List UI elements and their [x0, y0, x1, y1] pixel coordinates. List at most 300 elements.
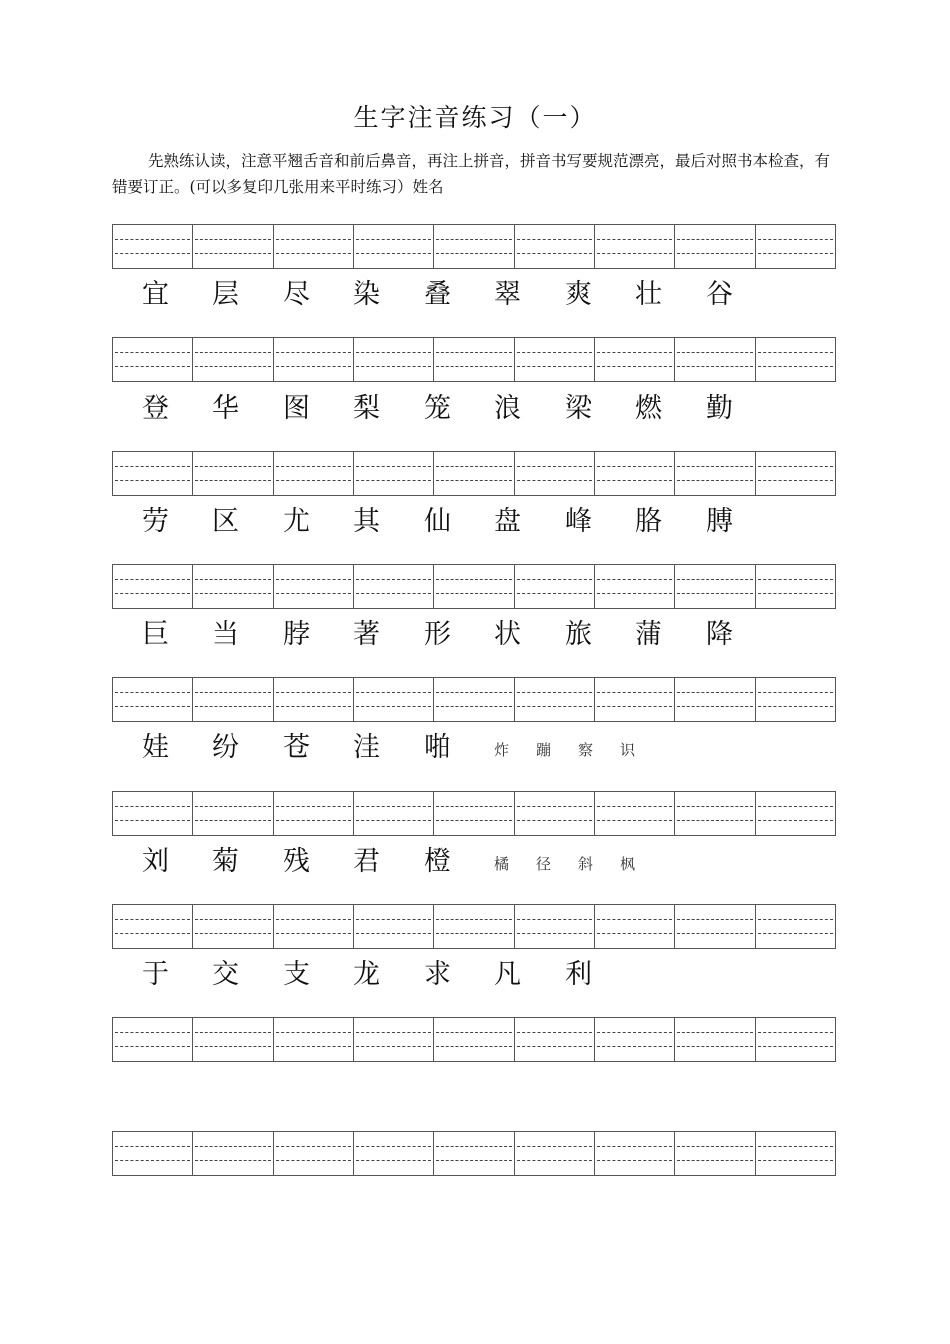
pinyin-cell[interactable] [354, 452, 434, 495]
pinyin-cell[interactable] [756, 905, 835, 948]
guide-line [356, 1046, 431, 1047]
guide-line [276, 480, 351, 481]
character: 苍 [283, 732, 310, 763]
guide-line [758, 239, 833, 240]
guide-line [758, 480, 833, 481]
character: 劳 [142, 506, 169, 537]
character: 盘 [494, 506, 521, 537]
guide-line [356, 253, 431, 254]
pinyin-grid-9 [112, 1131, 836, 1176]
pinyin-cell[interactable] [274, 338, 354, 381]
pinyin-cell[interactable] [675, 338, 755, 381]
pinyin-cell[interactable] [193, 338, 273, 381]
guide-line [436, 352, 511, 353]
pinyin-cell[interactable] [756, 338, 835, 381]
pinyin-cell[interactable] [193, 905, 273, 948]
guide-line [195, 919, 270, 920]
pinyin-cell[interactable] [434, 338, 514, 381]
small-character: 识 [620, 741, 636, 759]
pinyin-cell[interactable] [675, 1018, 755, 1061]
guide-line [677, 919, 752, 920]
guide-line [356, 692, 431, 693]
character: 勤 [706, 393, 733, 424]
guide-line [517, 366, 592, 367]
guide-line [517, 579, 592, 580]
guide-line [597, 933, 672, 934]
pinyin-cell[interactable] [113, 1132, 193, 1175]
guide-line [356, 480, 431, 481]
character: 求 [424, 959, 451, 990]
guide-line [356, 579, 431, 580]
character: 旅 [565, 619, 592, 650]
pinyin-cell[interactable] [354, 1132, 434, 1175]
guide-line [677, 466, 752, 467]
guide-line [195, 806, 270, 807]
guide-line [677, 1032, 752, 1033]
guide-line [195, 253, 270, 254]
guide-line [758, 706, 833, 707]
guide-line [758, 352, 833, 353]
guide-line [195, 1046, 270, 1047]
guide-line [436, 253, 511, 254]
guide-line [115, 1160, 190, 1161]
small-character: 枫 [620, 855, 636, 873]
guide-line [276, 253, 351, 254]
guide-line [517, 919, 592, 920]
pinyin-cell[interactable] [595, 678, 675, 721]
guide-line [195, 933, 270, 934]
guide-line [517, 933, 592, 934]
character: 笼 [424, 393, 451, 424]
guide-line [195, 579, 270, 580]
pinyin-cell[interactable] [595, 225, 675, 268]
guide-line [276, 820, 351, 821]
pinyin-cell[interactable] [113, 565, 193, 608]
pinyin-cell[interactable] [756, 225, 835, 268]
character: 娃 [142, 732, 169, 763]
guide-line [276, 579, 351, 580]
guide-line [276, 919, 351, 920]
pinyin-cell[interactable] [434, 792, 514, 835]
guide-line [677, 253, 752, 254]
guide-line [597, 919, 672, 920]
guide-line [276, 352, 351, 353]
guide-line [517, 1160, 592, 1161]
character: 君 [353, 846, 380, 877]
guide-line [758, 579, 833, 580]
guide-line [758, 366, 833, 367]
character: 叠 [424, 279, 451, 310]
pinyin-cell[interactable] [354, 792, 434, 835]
character: 刘 [142, 846, 169, 877]
pinyin-cell[interactable] [193, 1018, 273, 1061]
instructions: 先熟练认读，注意平翘舌音和前后鼻音，再注上拼音，拼音书写要规范漂亮，最后对照书本检查，有错要订正。(可以多复印几张用来平时练习）姓名 [112, 152, 831, 196]
pinyin-cell[interactable] [515, 1018, 595, 1061]
pinyin-cell[interactable] [113, 338, 193, 381]
guide-line [115, 593, 190, 594]
character: 谷 [706, 279, 733, 310]
guide-line [195, 239, 270, 240]
guide-line [597, 579, 672, 580]
pinyin-cell[interactable] [756, 452, 835, 495]
pinyin-cell[interactable] [193, 792, 273, 835]
guide-line [115, 239, 190, 240]
guide-line [195, 1032, 270, 1033]
small-character: 蹦 [536, 741, 552, 759]
pinyin-cell[interactable] [756, 1132, 835, 1175]
guide-line [597, 1160, 672, 1161]
guide-line [436, 239, 511, 240]
guide-line [597, 706, 672, 707]
guide-line [195, 1146, 270, 1147]
pinyin-cell[interactable] [515, 1132, 595, 1175]
guide-line [115, 366, 190, 367]
character: 降 [706, 619, 733, 650]
guide-line [677, 366, 752, 367]
guide-line [195, 1160, 270, 1161]
pinyin-cell[interactable] [354, 1018, 434, 1061]
pinyin-grid-4 [112, 564, 836, 609]
character: 纷 [212, 732, 239, 763]
character: 蒲 [635, 619, 662, 650]
guide-line [677, 1046, 752, 1047]
character: 仙 [424, 506, 451, 537]
character: 华 [212, 393, 239, 424]
pinyin-cell[interactable] [675, 792, 755, 835]
pinyin-cell[interactable] [675, 1132, 755, 1175]
guide-line [677, 1146, 752, 1147]
guide-line [115, 820, 190, 821]
guide-line [276, 239, 351, 240]
guide-line [276, 366, 351, 367]
character-row-2 [112, 389, 836, 429]
guide-line [677, 579, 752, 580]
pinyin-cell[interactable] [274, 452, 354, 495]
pinyin-cell[interactable] [434, 905, 514, 948]
pinyin-cell[interactable] [113, 678, 193, 721]
character: 区 [212, 506, 239, 537]
guide-line [436, 593, 511, 594]
character: 巨 [142, 619, 169, 650]
guide-line [195, 366, 270, 367]
character: 梁 [565, 393, 592, 424]
pinyin-cell[interactable] [756, 565, 835, 608]
pinyin-cell[interactable] [193, 452, 273, 495]
guide-line [758, 806, 833, 807]
pinyin-grid-5 [112, 677, 836, 722]
pinyin-cell[interactable] [515, 678, 595, 721]
character: 其 [353, 506, 380, 537]
guide-line [758, 593, 833, 594]
pinyin-grid-7 [112, 904, 836, 949]
pinyin-cell[interactable] [595, 1132, 675, 1175]
guide-line [356, 366, 431, 367]
character: 胳 [635, 506, 662, 537]
pinyin-cell[interactable] [675, 678, 755, 721]
guide-line [758, 933, 833, 934]
guide-line [758, 1146, 833, 1147]
pinyin-cell[interactable] [675, 225, 755, 268]
pinyin-cell[interactable] [113, 792, 193, 835]
guide-line [436, 692, 511, 693]
character: 宜 [142, 279, 169, 310]
pinyin-cell[interactable] [354, 225, 434, 268]
small-character: 炸 [494, 741, 510, 759]
guide-line [115, 480, 190, 481]
guide-line [115, 919, 190, 920]
guide-line [517, 466, 592, 467]
guide-line [195, 692, 270, 693]
character: 啪 [424, 732, 451, 763]
pinyin-cell[interactable] [274, 792, 354, 835]
guide-line [356, 806, 431, 807]
guide-line [517, 1032, 592, 1033]
pinyin-cell[interactable] [515, 565, 595, 608]
pinyin-cell[interactable] [675, 452, 755, 495]
pinyin-cell[interactable] [595, 905, 675, 948]
guide-line [677, 352, 752, 353]
guide-line [115, 1046, 190, 1047]
guide-line [276, 706, 351, 707]
pinyin-cell[interactable] [274, 1018, 354, 1061]
character: 壮 [635, 279, 662, 310]
guide-line [436, 466, 511, 467]
character-row-6 [112, 842, 836, 882]
page-title: 生字注音练习（一） [353, 103, 597, 132]
guide-line [436, 480, 511, 481]
guide-line [517, 352, 592, 353]
character: 尤 [283, 506, 310, 537]
guide-line [115, 706, 190, 707]
guide-line [195, 820, 270, 821]
pinyin-cell[interactable] [274, 678, 354, 721]
guide-line [517, 692, 592, 693]
guide-line [597, 1146, 672, 1147]
character: 于 [142, 959, 169, 990]
character: 残 [283, 846, 310, 877]
pinyin-cell[interactable] [354, 678, 434, 721]
guide-line [115, 1146, 190, 1147]
guide-line [597, 820, 672, 821]
guide-line [677, 239, 752, 240]
guide-line [597, 593, 672, 594]
guide-line [517, 253, 592, 254]
guide-line [597, 692, 672, 693]
pinyin-cell[interactable] [515, 225, 595, 268]
guide-line [436, 706, 511, 707]
guide-line [517, 1046, 592, 1047]
pinyin-grid-3 [112, 451, 836, 496]
guide-line [758, 692, 833, 693]
character: 峰 [565, 506, 592, 537]
pinyin-cell[interactable] [595, 338, 675, 381]
guide-line [597, 352, 672, 353]
pinyin-cell[interactable] [595, 792, 675, 835]
character: 翠 [494, 279, 521, 310]
pinyin-cell[interactable] [354, 905, 434, 948]
guide-line [677, 820, 752, 821]
pinyin-cell[interactable] [756, 678, 835, 721]
pinyin-cell[interactable] [515, 905, 595, 948]
guide-line [436, 933, 511, 934]
guide-line [597, 253, 672, 254]
pinyin-cell[interactable] [434, 678, 514, 721]
character: 凡 [494, 959, 521, 990]
pinyin-grid-8 [112, 1017, 836, 1062]
character: 利 [565, 959, 592, 990]
pinyin-cell[interactable] [274, 905, 354, 948]
guide-line [517, 806, 592, 807]
guide-line [436, 1146, 511, 1147]
guide-line [436, 1032, 511, 1033]
pinyin-cell[interactable] [193, 565, 273, 608]
guide-line [356, 352, 431, 353]
pinyin-cell[interactable] [595, 1018, 675, 1061]
pinyin-cell[interactable] [434, 1132, 514, 1175]
guide-line [597, 1032, 672, 1033]
guide-line [677, 593, 752, 594]
guide-line [517, 820, 592, 821]
guide-line [195, 593, 270, 594]
pinyin-cell[interactable] [193, 678, 273, 721]
character: 梨 [353, 393, 380, 424]
guide-line [517, 593, 592, 594]
pinyin-cell[interactable] [113, 452, 193, 495]
guide-line [195, 480, 270, 481]
character-row-4 [112, 615, 836, 655]
guide-line [758, 466, 833, 467]
character-row-5 [112, 728, 836, 768]
guide-line [436, 806, 511, 807]
pinyin-cell[interactable] [113, 905, 193, 948]
pinyin-cell[interactable] [675, 905, 755, 948]
pinyin-cell[interactable] [675, 565, 755, 608]
character: 菊 [212, 846, 239, 877]
character: 交 [212, 959, 239, 990]
guide-line [276, 692, 351, 693]
guide-line [356, 820, 431, 821]
guide-line [276, 466, 351, 467]
small-character: 察 [578, 741, 594, 759]
guide-line [276, 933, 351, 934]
guide-line [597, 806, 672, 807]
guide-line [597, 366, 672, 367]
guide-line [276, 1146, 351, 1147]
pinyin-cell[interactable] [515, 452, 595, 495]
character: 状 [494, 619, 521, 650]
guide-line [195, 466, 270, 467]
guide-line [758, 1160, 833, 1161]
pinyin-cell[interactable] [354, 565, 434, 608]
pinyin-cell[interactable] [595, 452, 675, 495]
guide-line [758, 820, 833, 821]
character: 脖 [283, 619, 310, 650]
pinyin-cell[interactable] [434, 565, 514, 608]
pinyin-cell[interactable] [193, 1132, 273, 1175]
guide-line [677, 480, 752, 481]
guide-line [436, 820, 511, 821]
character: 浪 [494, 393, 521, 424]
character: 形 [424, 619, 451, 650]
guide-line [436, 1160, 511, 1161]
pinyin-cell[interactable] [113, 1018, 193, 1061]
guide-line [276, 593, 351, 594]
guide-line [356, 1160, 431, 1161]
pinyin-cell[interactable] [434, 452, 514, 495]
character-row-3 [112, 502, 836, 542]
guide-line [115, 1032, 190, 1033]
character: 图 [283, 393, 310, 424]
guide-line [356, 933, 431, 934]
guide-line [517, 706, 592, 707]
guide-line [115, 253, 190, 254]
pinyin-cell[interactable] [274, 225, 354, 268]
pinyin-cell[interactable] [515, 792, 595, 835]
guide-line [436, 1046, 511, 1047]
guide-line [677, 933, 752, 934]
guide-line [677, 1160, 752, 1161]
pinyin-cell[interactable] [434, 1018, 514, 1061]
guide-line [276, 1032, 351, 1033]
pinyin-grid-2 [112, 337, 836, 382]
guide-line [677, 706, 752, 707]
pinyin-cell[interactable] [113, 225, 193, 268]
pinyin-cell[interactable] [756, 1018, 835, 1061]
guide-line [597, 239, 672, 240]
pinyin-cell[interactable] [434, 225, 514, 268]
guide-line [115, 806, 190, 807]
guide-line [517, 1146, 592, 1147]
guide-line [597, 480, 672, 481]
pinyin-cell[interactable] [274, 1132, 354, 1175]
character: 尽 [283, 279, 310, 310]
guide-line [115, 933, 190, 934]
pinyin-cell[interactable] [193, 225, 273, 268]
character: 橙 [424, 846, 451, 877]
character: 当 [212, 619, 239, 650]
guide-line [758, 919, 833, 920]
guide-line [436, 919, 511, 920]
pinyin-cell[interactable] [515, 338, 595, 381]
pinyin-cell[interactable] [756, 792, 835, 835]
guide-line [195, 352, 270, 353]
character: 著 [353, 619, 380, 650]
guide-line [356, 919, 431, 920]
guide-line [356, 466, 431, 467]
character-row-1 [112, 275, 836, 315]
character-row-7 [112, 955, 836, 995]
guide-line [436, 366, 511, 367]
character: 洼 [353, 732, 380, 763]
pinyin-grid-6 [112, 791, 836, 836]
guide-line [276, 1046, 351, 1047]
guide-line [517, 239, 592, 240]
guide-line [356, 1146, 431, 1147]
guide-line [356, 239, 431, 240]
guide-line [356, 593, 431, 594]
pinyin-cell[interactable] [274, 565, 354, 608]
guide-line [677, 692, 752, 693]
guide-line [597, 466, 672, 467]
character: 支 [283, 959, 310, 990]
guide-line [436, 579, 511, 580]
guide-line [597, 1046, 672, 1047]
character: 登 [142, 393, 169, 424]
guide-line [758, 253, 833, 254]
pinyin-cell[interactable] [595, 565, 675, 608]
pinyin-cell[interactable] [354, 338, 434, 381]
guide-line [115, 466, 190, 467]
